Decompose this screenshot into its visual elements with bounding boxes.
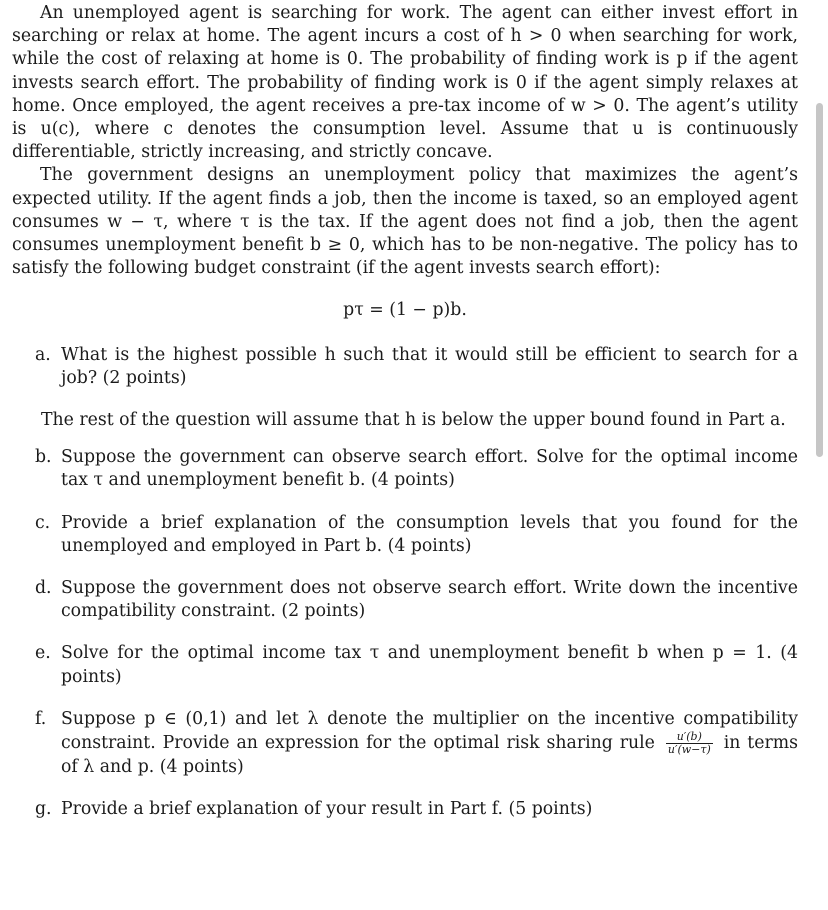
question-letter: a.: [35, 344, 51, 365]
assumption-note: The rest of the question will assume that h is below the upper bound found in Part a.: [41, 410, 786, 431]
question-text: Suppose the government can observe search effort. Solve for the optimal income tax τ and unemployment benefit b. (4 points): [61, 447, 798, 491]
question-list: [35, 446, 798, 821]
question-a: [35, 344, 798, 390]
question-text-before: Suppose p ∈ (0,1) and let λ denote the multiplier on the incentive compatibility constraint. Provide an expression for the optimal risk sharing rule: [61, 708, 798, 754]
risk-sharing-fraction: [666, 731, 713, 756]
question-d: [35, 577, 798, 623]
fraction-numerator: u′(b): [666, 731, 713, 744]
question-f: [35, 708, 798, 779]
question-text-after: in terms of λ and p. (4 points): [61, 733, 798, 778]
question-text: Provide a brief explanation of the consumption levels that you found for the unemployed and employed in Part b. (4 points): [61, 512, 798, 556]
fraction-denominator: u′(w−τ): [667, 743, 711, 757]
intro-paragraph-2: The government designs an unemployment policy that maximizes the agent’s expected utility. If the agent finds a job, then the income is taxed, so an employed agent consumes w − τ, where τ is the tax. If the agent does not find a job, then the agent consumes unemployment benefit b ≥ 0, which has to be non-negative. The policy has to satisfy the following budget constraint (if the agent invests search effort):: [12, 165, 798, 279]
intro-paragraph-1: An unemployed agent is searching for work. The agent can either invest effort in searching or relax at home. The agent incurs a cost of h > 0 when searching for work, while the cost of relaxing at home is 0. The probability of finding work is p if the agent invests search effort. The probability of finding work is 0 if the agent simply relaxes at home. Once employed, the agent receives a pre-tax income of w > 0. The agent’s utility is u(c), where c denotes the consumption level. Assume that u is continuously differentiable, strictly increasing, and strictly concave.: [12, 3, 798, 163]
question-text: What is the highest possible h such that it would still be efficient to search for a job? (2 points): [61, 344, 798, 388]
question-text: Suppose the government does not observe search effort. Write down the incentive compatibility constraint. (2 points): [61, 578, 798, 622]
question-text: Provide a brief explanation of your result in Part f. (5 points): [61, 799, 593, 820]
question-text: Solve for the optimal income tax τ and unemployment benefit b when p = 1. (4 points): [61, 643, 798, 687]
question-letter: c.: [35, 512, 51, 533]
vertical-scrollbar[interactable]: [816, 103, 823, 457]
question-b: [35, 446, 798, 492]
document-body: [12, 2, 798, 840]
question-e: [35, 642, 798, 688]
budget-constraint-equation: pτ = (1 − p)b.: [343, 300, 467, 321]
question-letter: b.: [35, 447, 52, 468]
question-letter: d.: [35, 578, 52, 599]
question-letter: g.: [35, 799, 52, 820]
question-letter: f.: [35, 708, 47, 729]
question-letter: e.: [35, 643, 51, 664]
question-c: [35, 512, 798, 558]
question-list-part-a: [35, 344, 798, 390]
question-g: [35, 798, 798, 821]
